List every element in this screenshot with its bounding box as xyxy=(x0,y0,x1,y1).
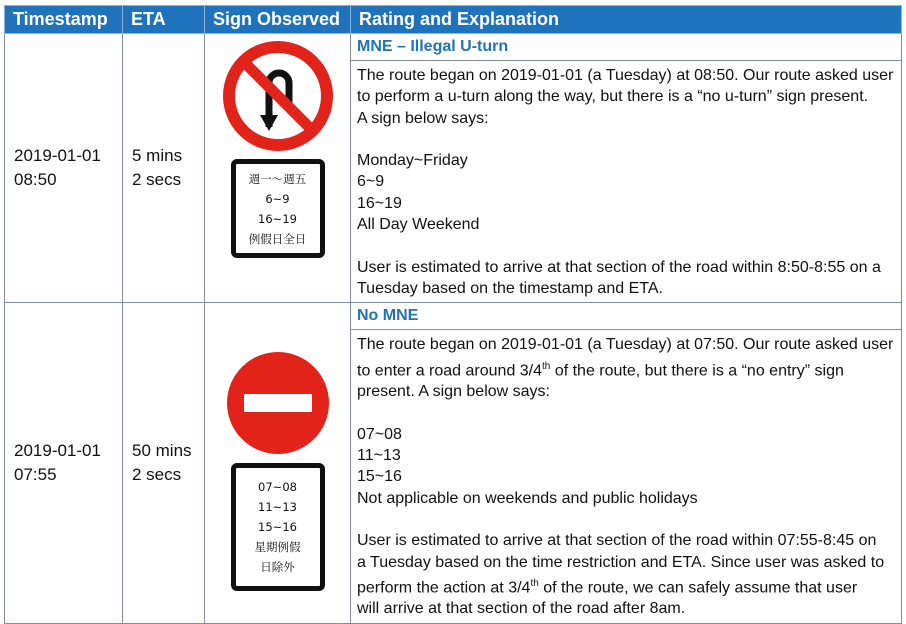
plate-line: 07~08 xyxy=(258,480,297,495)
plate-line: 15~16 xyxy=(258,520,297,535)
plate-line: 11~13 xyxy=(258,500,297,515)
header-row xyxy=(5,6,902,34)
plate-line: 6~9 xyxy=(265,191,290,206)
explanation-line: to perform a u-turn along the way, but there is a “no u-turn” sign present. xyxy=(357,88,869,106)
explanation-line: Monday~Friday xyxy=(357,152,468,170)
plate-line: 日除外 xyxy=(260,560,295,575)
header-rating-explanation: Rating and Explanation xyxy=(351,6,902,34)
eta-cell xyxy=(123,303,205,624)
table-row xyxy=(5,303,902,330)
eta-cell xyxy=(123,34,205,303)
explanation-spacer xyxy=(357,509,895,530)
rating-label: MNE – Illegal U-turn xyxy=(351,34,902,61)
header-timestamp: Timestamp xyxy=(5,6,123,34)
plate-line: 星期例假 xyxy=(254,540,301,555)
explanation-line: A sign below says: xyxy=(357,109,489,127)
no-u-turn-sign-icon xyxy=(223,41,333,151)
timestamp-date: 2019-01-01 xyxy=(14,146,101,166)
explanation-spacer xyxy=(357,129,895,150)
explanation-line: The route began on 2019-01-01 (a Tuesday) at 07:50. Our route asked user xyxy=(357,336,894,354)
time-restriction-plate xyxy=(231,159,325,258)
explanation-line: to enter a road around 3/4th of the route, but there is a “no entry” sign xyxy=(357,360,844,379)
plate-line: 例假日全日 xyxy=(248,231,307,246)
timestamp-cell xyxy=(5,303,123,624)
explanation-line: Tuesday based on the timestamp and ETA. xyxy=(357,279,663,297)
explanation-line: User is estimated to arrive at that section of the road within 8:50-8:55 on a xyxy=(357,258,881,276)
explanation-line: Not applicable on weekends and public holidays xyxy=(357,489,698,507)
mne-analysis-table xyxy=(4,5,902,624)
sign-cell xyxy=(205,34,351,303)
explanation-line: perform the action at 3/4th of the route, we can safely assume that user xyxy=(357,577,858,597)
eta-seconds: 2 secs xyxy=(132,170,182,190)
explanation-spacer xyxy=(357,235,895,256)
timestamp-time: 08:50 xyxy=(14,170,57,190)
explanation-line: 6~9 xyxy=(357,173,385,191)
explanation-line: 15~16 xyxy=(357,468,402,486)
explanation-line: 07~08 xyxy=(357,425,402,443)
explanation-line: The route began on 2019-01-01 (a Tuesday) at 08:50. Our route asked user xyxy=(357,67,894,84)
eta-minutes: 5 mins xyxy=(132,146,183,166)
explanation-line: a Tuesday based on the time restriction and ETA. Since user was asked to xyxy=(357,553,885,571)
explanation-line: All Day Weekend xyxy=(357,216,480,234)
explanation-line: User is estimated to arrive at that section of the road within 07:55-8:45 on xyxy=(357,532,877,550)
time-restriction-plate xyxy=(231,463,325,591)
eta-minutes: 50 mins xyxy=(132,441,192,461)
explanation-cell xyxy=(351,61,902,303)
plate-line: 週一～週五 xyxy=(248,171,307,186)
header-eta: ETA xyxy=(123,6,205,34)
explanation-spacer xyxy=(357,402,895,423)
plate-line: 16~19 xyxy=(258,211,297,226)
timestamp-date: 2019-01-01 xyxy=(14,441,101,461)
explanation-line: present. A sign below says: xyxy=(357,383,550,401)
rating-label: No MNE xyxy=(351,303,902,330)
explanation-line: 11~13 xyxy=(357,447,401,465)
table-row xyxy=(5,34,902,61)
explanation-line: 16~19 xyxy=(357,194,402,212)
no-entry-sign-icon xyxy=(226,351,330,455)
timestamp-time: 07:55 xyxy=(14,465,57,485)
timestamp-cell xyxy=(5,34,123,303)
header-sign-observed: Sign Observed xyxy=(205,6,351,34)
explanation-line: will arrive at that section of the road after 8am. xyxy=(357,600,686,618)
explanation-cell xyxy=(351,330,902,624)
sign-cell xyxy=(205,303,351,624)
eta-seconds: 2 secs xyxy=(132,465,182,485)
